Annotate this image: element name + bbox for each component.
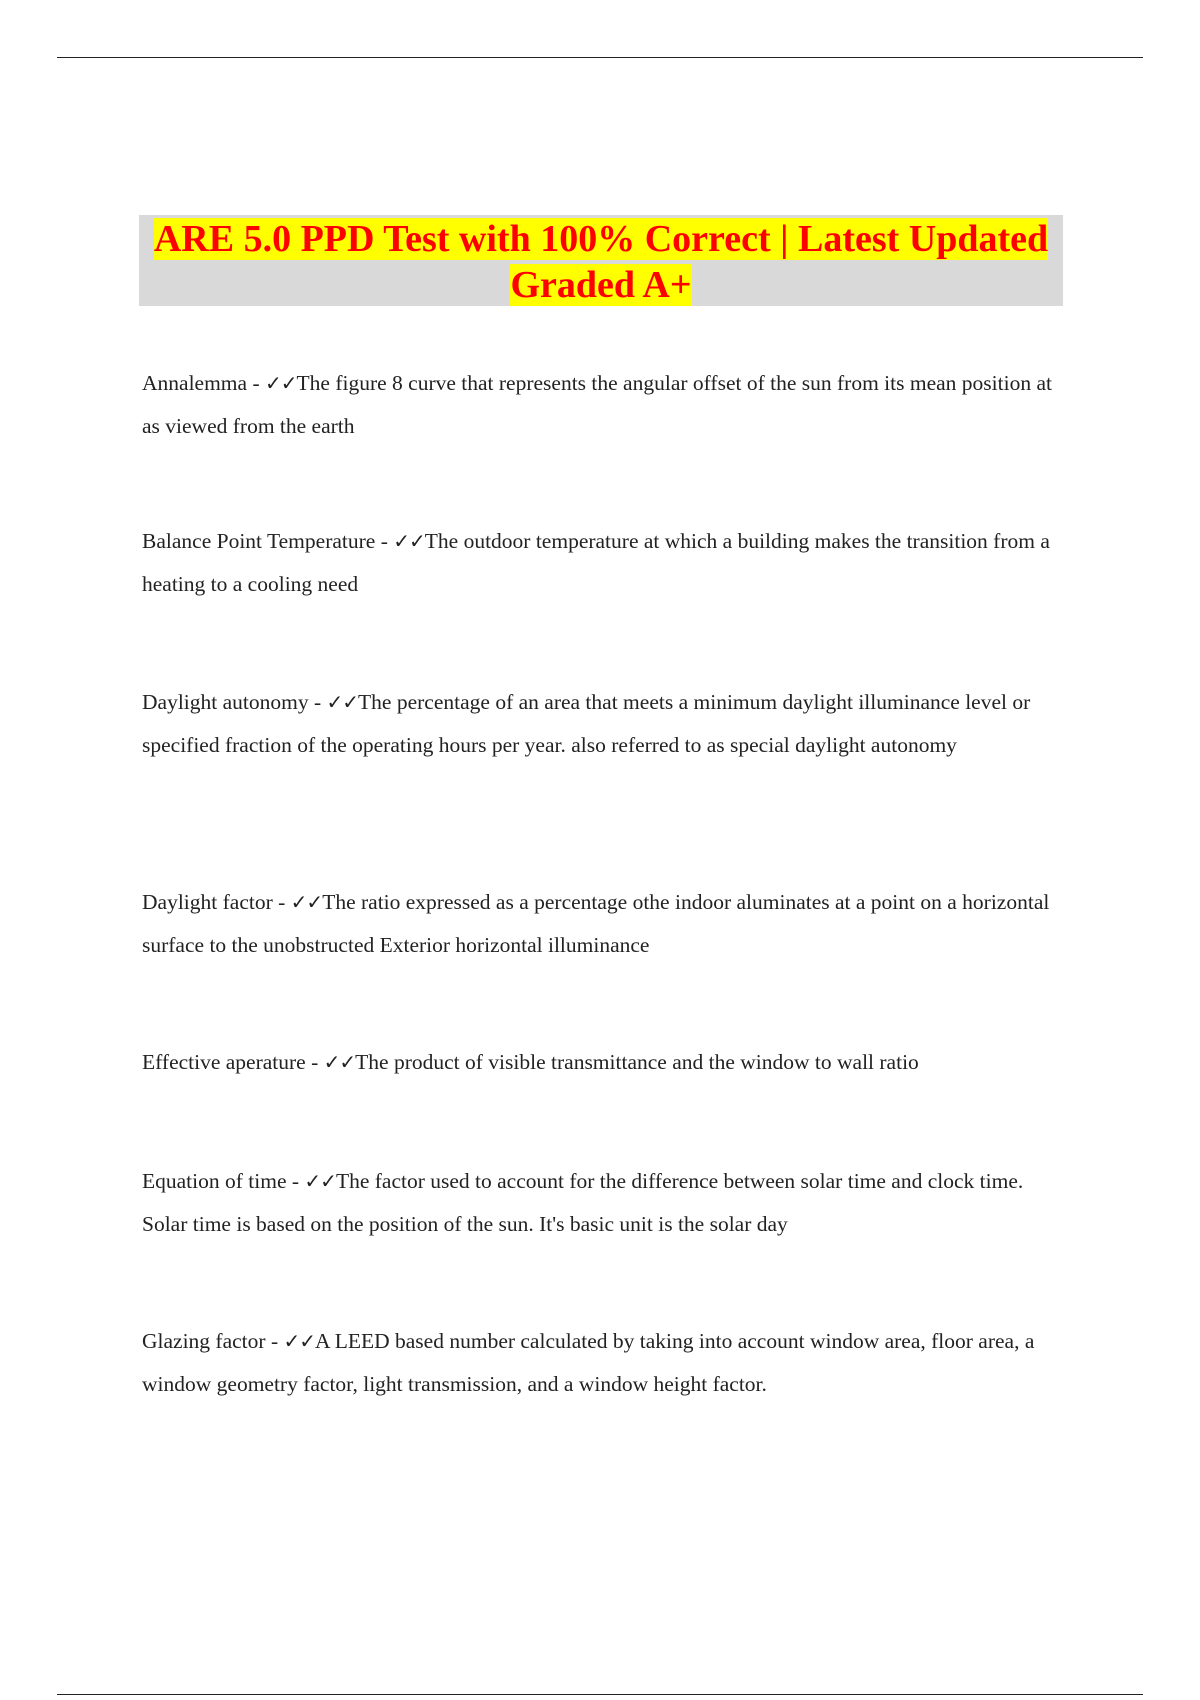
entry-term: Balance Point Temperature — [142, 529, 376, 553]
entry-term: Daylight factor — [142, 890, 273, 914]
entry-separator: - — [305, 1050, 324, 1074]
entry-separator: - — [272, 890, 291, 914]
entry-separator: - — [265, 1329, 284, 1353]
entry-daylight-factor — [142, 881, 1062, 967]
entry-term: Daylight autonomy — [142, 690, 309, 714]
double-check-icon: ✓✓ — [323, 1050, 356, 1074]
document-title: ARE 5.0 PPD Test with 100% Correct | Latest Updated Graded A+ — [153, 218, 1049, 306]
title-banner — [139, 215, 1063, 306]
entry-definition: A LEED based number calculated by taking into account window area, floor area, a window geometry factor, light transmission, and a window height factor. — [142, 1329, 1035, 1396]
double-check-icon: ✓✓ — [393, 529, 425, 553]
entry-term: Annalemma — [142, 371, 248, 395]
entry-separator: - — [375, 529, 394, 553]
entry-definition: The product of visible transmittance and the window to wall ratio — [355, 1050, 919, 1074]
double-check-icon: ✓✓ — [290, 890, 323, 914]
entry-definition: The outdoor temperature at which a building makes the transition from a heating to a cooling need — [142, 529, 1050, 596]
entry-term: Effective aperature — [142, 1050, 306, 1074]
entry-definition: The percentage of an area that meets a minimum daylight illuminance level or specified fraction of the operating hours per year. also referred to as special daylight autonomy — [142, 690, 1031, 757]
entry-separator: - — [286, 1169, 305, 1193]
entry-term: Glazing factor — [142, 1329, 266, 1353]
entry-separator: - — [308, 690, 327, 714]
double-check-icon: ✓✓ — [265, 371, 297, 395]
entry-separator: - — [247, 371, 265, 395]
entry-definition: The ratio expressed as a percentage othe indoor aluminates at a point on a horizontal surface to the unobstructed Exterior horizontal illuminance — [142, 890, 1050, 957]
entry-balance-point-temperature — [142, 520, 1062, 606]
entry-definition: The figure 8 curve that represents the angular offset of the sun from its mean position at as viewed from the earth — [142, 371, 1052, 438]
top-rule — [57, 57, 1143, 58]
double-check-icon: ✓✓ — [304, 1169, 336, 1193]
entry-daylight-autonomy — [142, 681, 1062, 767]
double-check-icon: ✓✓ — [326, 690, 359, 714]
entry-equation-of-time — [142, 1160, 1062, 1246]
bottom-rule — [57, 1694, 1143, 1695]
entry-glazing-factor — [142, 1320, 1062, 1406]
entry-term: Equation of time — [142, 1169, 287, 1193]
entry-annalemma — [142, 362, 1062, 448]
entry-effective-aperature — [142, 1041, 1062, 1084]
entry-definition: The factor used to account for the difference between solar time and clock time. Solar time is based on the position of the sun. It's basic unit is the solar day — [142, 1169, 1024, 1236]
double-check-icon: ✓✓ — [283, 1329, 315, 1353]
